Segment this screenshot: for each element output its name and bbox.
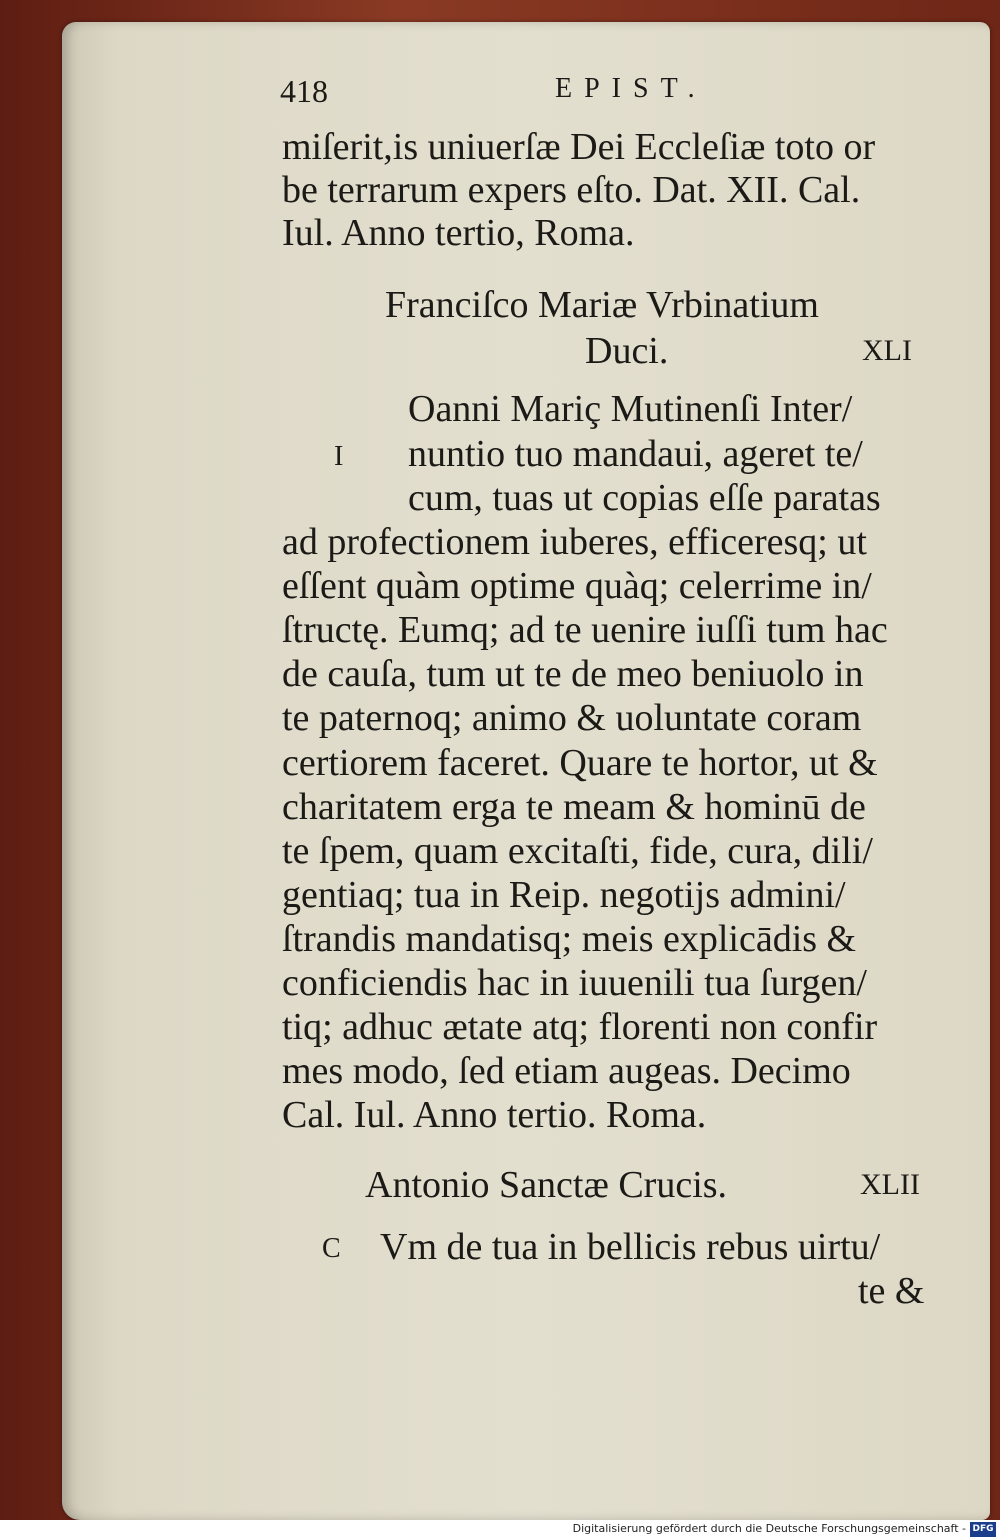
text-line: Oanni Mariç Mutinenſi Inter/ — [408, 388, 853, 430]
text-line: te ſpem, quam excitaſti, fide, cura, dili/ — [282, 830, 873, 872]
text-line: de cauſa, tum ut te de meo beniuolo in — [282, 653, 864, 695]
text-line: cum, tuas ut copias eſſe paratas — [408, 477, 881, 519]
text-line: te paternoq; animo & uoluntate coram — [282, 697, 862, 739]
text-line: ſtructę. Eumq; ad te uenire iuſſi tum hac — [282, 609, 888, 651]
letter-number: XLI — [862, 334, 912, 367]
text-line: ſtrandis mandatisq; meis explicādis & — [282, 918, 857, 960]
text-line: be terrarum expers eſto. Dat. XII. Cal. — [282, 169, 861, 211]
letter-heading-cont: Duci. — [585, 330, 669, 372]
dfg-logo: DFG — [970, 1522, 996, 1537]
letter-number: XLII — [860, 1168, 920, 1201]
text-line: Cal. Iul. Anno tertio. Roma. — [282, 1094, 707, 1136]
text-line: charitatem erga te meam & hominū de — [282, 786, 866, 828]
page-number: 418 — [280, 73, 328, 109]
running-head: EPIST. — [555, 73, 707, 104]
text-line: gentiaq; tua in Reip. negotijs admini/ — [282, 874, 846, 916]
text-line: conficiendis hac in iuuenili tua ſurgen/ — [282, 962, 867, 1004]
text-line: tiq; adhuc ætate atq; florenti non confir — [282, 1006, 878, 1048]
initial-letter: C — [322, 1233, 341, 1264]
text-line: Vm de tua in bellicis rebus uirtu/ — [380, 1226, 881, 1268]
text-line: eſſent quàm optime quàq; celerrime in/ — [282, 565, 872, 607]
letter-heading: Franciſco Mariæ Vrbinatium — [385, 284, 819, 326]
letter-heading: Antonio Sanctæ Crucis. — [365, 1164, 728, 1206]
funding-credit: Digitalisierung gefördert durch die Deutsche Forschungsgemeinschaft - — [572, 1522, 966, 1535]
text-line: Iul. Anno tertio, Roma. — [282, 212, 635, 254]
text-line: mes modo, ſed etiam augeas. Decimo — [282, 1050, 851, 1092]
text-line: nuntio tuo mandaui, ageret te/ — [408, 433, 863, 475]
catchword: te & — [858, 1270, 925, 1312]
text-line: certiorem faceret. Quare te hortor, ut & — [282, 742, 878, 784]
text-line: miſerit,is uniuerſæ Dei Eccleſiæ toto or — [282, 126, 876, 168]
text-line: ad profectionem iuberes, efficeresq; ut — [282, 521, 867, 563]
initial-letter: I — [334, 441, 344, 472]
